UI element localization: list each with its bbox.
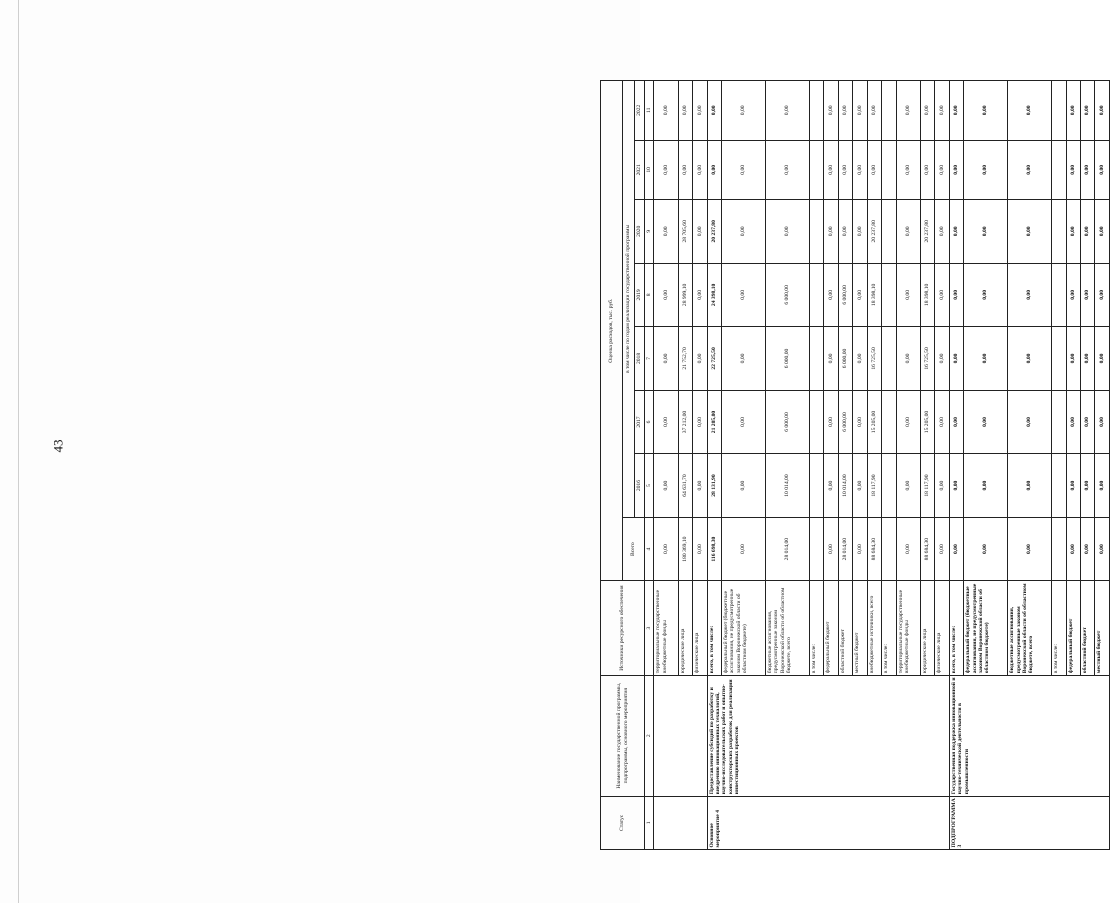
row-value: 0,00	[1066, 454, 1080, 518]
row-source: областной бюджет	[1080, 581, 1094, 675]
row-value: 0,00	[722, 81, 766, 141]
header-total: Всего	[623, 517, 645, 581]
row-value: 0,00	[693, 454, 707, 518]
row-status: ПОДПРОГРАММА 3	[949, 796, 1109, 849]
row-value: 0,00	[867, 140, 881, 199]
row-value: 0,00	[838, 200, 852, 264]
row-value: 0,00	[824, 263, 838, 327]
row-value: 0,00	[1080, 200, 1094, 264]
row-value: 88 684,30	[867, 517, 881, 581]
row-value: 28 014,00	[838, 517, 852, 581]
row-value: 21 205,00	[707, 390, 721, 454]
page-number: 43	[50, 439, 66, 453]
row-value: 0,00	[654, 200, 678, 264]
row-value: 0,00	[765, 81, 809, 141]
row-value: 0,00	[1066, 140, 1080, 199]
row-value: 0,00	[896, 200, 920, 264]
row-value	[882, 263, 896, 327]
row-value: 0,00	[896, 517, 920, 581]
row-value: 0,00	[838, 140, 852, 199]
row-source: местный бюджет	[853, 581, 867, 675]
header-year: 2018	[635, 327, 645, 391]
row-value: 0,00	[824, 140, 838, 199]
row-value: 0,00	[896, 140, 920, 199]
row-value: 0,00	[949, 140, 963, 199]
row-source: федеральный бюджет	[1066, 581, 1080, 675]
row-value: 0,00	[1008, 263, 1052, 327]
row-value: 180 369,10	[678, 517, 692, 581]
row-source: в том числе:	[882, 581, 896, 675]
row-value: 0,00	[693, 517, 707, 581]
row-value	[809, 454, 823, 518]
row-value: 0,00	[896, 454, 920, 518]
row-value: 0,00	[1080, 390, 1094, 454]
row-value: 0,00	[824, 517, 838, 581]
row-value: 0,00	[765, 200, 809, 264]
row-value	[809, 517, 823, 581]
header-column-number: 9	[645, 200, 654, 264]
row-value: 0,00	[964, 454, 1008, 518]
row-value: 0,00	[896, 390, 920, 454]
row-value: 0,00	[722, 200, 766, 264]
row-value: 0,00	[1008, 390, 1052, 454]
header-column-number: 6	[645, 390, 654, 454]
row-value	[882, 454, 896, 518]
row-value	[809, 140, 823, 199]
row-value: 16 725,50	[867, 327, 881, 391]
row-value: 0,00	[1095, 81, 1110, 141]
row-value: 0,00	[964, 81, 1008, 141]
row-value: 0,00	[964, 200, 1008, 264]
row-value: 0,00	[964, 517, 1008, 581]
row-value	[1052, 517, 1066, 581]
row-value: 0,00	[1008, 327, 1052, 391]
row-value: 0,00	[1066, 517, 1080, 581]
row-value: 0,00	[853, 263, 867, 327]
header-column-number: 10	[645, 140, 654, 199]
row-value: 0,00	[935, 263, 949, 327]
row-value: 0,00	[722, 140, 766, 199]
row-value: 0,00	[935, 454, 949, 518]
row-value	[1052, 140, 1066, 199]
row-value: 0,00	[722, 517, 766, 581]
row-value: 28 705,60	[678, 200, 692, 264]
row-value: 0,00	[678, 81, 692, 141]
header-column-number: 8	[645, 263, 654, 327]
row-value: 0,00	[693, 327, 707, 391]
row-value	[882, 517, 896, 581]
row-value: 0,00	[920, 140, 934, 199]
row-value: 0,00	[824, 390, 838, 454]
row-value: 0,00	[935, 200, 949, 264]
row-value	[809, 81, 823, 141]
row-value: 0,00	[1095, 140, 1110, 199]
header-column-number: 7	[645, 327, 654, 391]
row-value: 0,00	[722, 390, 766, 454]
row-source: областной бюджет	[838, 581, 852, 675]
row-value: 0,00	[1008, 81, 1052, 141]
row-value: 0,00	[824, 327, 838, 391]
row-value: 0,00	[1080, 81, 1094, 141]
row-value: 0,00	[722, 454, 766, 518]
row-value: 6 000,00	[838, 327, 852, 391]
row-source: местный бюджет	[1095, 581, 1110, 675]
row-value: 0,00	[1008, 200, 1052, 264]
row-value: 0,00	[964, 263, 1008, 327]
row-value: 0,00	[654, 81, 678, 141]
row-value	[882, 327, 896, 391]
header-column-number: 4	[645, 517, 654, 581]
row-status: Основное мероприятие 4	[707, 796, 949, 849]
row-value: 24 398,10	[707, 263, 721, 327]
row-value: 0,00	[1095, 263, 1110, 327]
header-year: 2022	[635, 81, 645, 141]
row-source: территориальные государственные внебюджетные фонды	[654, 581, 678, 675]
row-value: 0,00	[693, 390, 707, 454]
row-source: бюджетные ассигнования, предусмотренные законом Воронежской области об областном бюджете, всего	[1008, 581, 1052, 675]
row-value: 0,00	[765, 140, 809, 199]
row-value	[1052, 390, 1066, 454]
table-row	[707, 81, 721, 850]
row-source: физические лица	[693, 581, 707, 675]
row-value: 6 000,00	[765, 390, 809, 454]
row-value: 0,00	[867, 81, 881, 141]
row-value: 18 398,10	[867, 263, 881, 327]
row-value: 0,00	[654, 517, 678, 581]
row-value: 6 000,00	[838, 263, 852, 327]
row-value: 0,00	[1095, 517, 1110, 581]
row-value: 0,00	[1008, 454, 1052, 518]
row-value: 0,00	[693, 81, 707, 141]
row-value: 116 698,30	[707, 517, 721, 581]
header-column-number: 2	[645, 675, 654, 796]
row-value: 0,00	[1095, 390, 1110, 454]
header-year: 2017	[635, 390, 645, 454]
row-source: всего, в том числе:	[707, 581, 721, 675]
row-value: 0,00	[1008, 140, 1052, 199]
row-value: 0,00	[949, 390, 963, 454]
row-value: 0,00	[654, 390, 678, 454]
row-value: 21 752,70	[678, 327, 692, 391]
row-source: юридические лица	[678, 581, 692, 675]
row-value: 16 725,50	[920, 327, 934, 391]
row-value: 0,00	[1080, 140, 1094, 199]
row-value: 0,00	[949, 200, 963, 264]
row-value: 37 212,00	[678, 390, 692, 454]
row-value: 0,00	[838, 81, 852, 141]
row-value: 0,00	[707, 81, 721, 141]
row-value: 0,00	[964, 390, 1008, 454]
row-source: физические лица	[935, 581, 949, 675]
row-value: 0,00	[853, 327, 867, 391]
row-source: внебюджетные источники, всего	[867, 581, 881, 675]
header-year: 2016	[635, 454, 645, 518]
row-value: 0,00	[693, 140, 707, 199]
row-source: всего, в том числе:	[949, 581, 963, 675]
row-value: 0,00	[949, 517, 963, 581]
row-value: 15 205,00	[920, 390, 934, 454]
header-source: Источники ресурсного обеспечения	[601, 581, 645, 675]
row-value: 0,00	[1066, 263, 1080, 327]
row-source: федеральный бюджет (бюджетные ассигнования, не предусмотренные законом Воронежской области об областном бюджете)	[964, 581, 1008, 675]
row-value: 0,00	[1080, 327, 1094, 391]
row-source: территориальные государственные внебюджетные фонды	[896, 581, 920, 675]
row-value	[882, 140, 896, 199]
row-value: 0,00	[949, 81, 963, 141]
row-value: 0,00	[935, 327, 949, 391]
row-value: 0,00	[654, 454, 678, 518]
header-estimate: Оценка расходов, тыс. руб.	[601, 81, 623, 581]
row-value: 18 117,90	[920, 454, 934, 518]
row-value: 0,00	[1066, 81, 1080, 141]
row-value: 20 237,80	[867, 200, 881, 264]
row-value: 0,00	[722, 327, 766, 391]
row-value: 10 014,00	[765, 454, 809, 518]
table-row	[949, 81, 963, 850]
row-value: 0,00	[1080, 454, 1094, 518]
header-column-number: 1	[645, 796, 654, 849]
row-value: 0,00	[1095, 327, 1110, 391]
row-value: 0,00	[693, 200, 707, 264]
row-value: 0,00	[853, 81, 867, 141]
row-value: 28 999,10	[678, 263, 692, 327]
header-column-number: 5	[645, 454, 654, 518]
row-value: 0,00	[654, 327, 678, 391]
row-value	[882, 81, 896, 141]
row-value: 10 014,00	[838, 454, 852, 518]
row-value	[809, 327, 823, 391]
row-value: 0,00	[1095, 200, 1110, 264]
row-value: 6 000,00	[765, 327, 809, 391]
budget-table	[600, 80, 1110, 850]
row-value	[809, 200, 823, 264]
row-source: в том числе:	[1052, 581, 1066, 675]
header-column-number: 3	[645, 581, 654, 675]
row-source: федеральный бюджет	[824, 581, 838, 675]
scan-edge	[18, 0, 19, 903]
row-value: 0,00	[853, 454, 867, 518]
row-value: 0,00	[678, 140, 692, 199]
header-status: Статус	[601, 796, 645, 849]
table-row	[654, 81, 678, 850]
row-value: 0,00	[964, 327, 1008, 391]
row-value: 28 014,00	[765, 517, 809, 581]
row-value: 0,00	[722, 263, 766, 327]
row-value: 6 000,00	[838, 390, 852, 454]
row-value: 0,00	[1080, 517, 1094, 581]
row-value: 0,00	[964, 140, 1008, 199]
row-value: 0,00	[853, 517, 867, 581]
row-source: бюджетные ассигнования, предусмотренные законом Воронежской области об областном бюджете, всего	[765, 581, 809, 675]
row-value: 15 205,00	[867, 390, 881, 454]
row-value	[1052, 327, 1066, 391]
row-value	[882, 390, 896, 454]
rotated-table-container	[600, 80, 1110, 850]
row-value: 0,00	[935, 390, 949, 454]
row-value: 20 237,80	[920, 200, 934, 264]
row-value: 0,00	[853, 390, 867, 454]
row-value: 0,00	[1008, 517, 1052, 581]
row-value: 0,00	[853, 140, 867, 199]
row-value: 0,00	[935, 517, 949, 581]
row-value: 0,00	[824, 454, 838, 518]
row-value: 0,00	[896, 263, 920, 327]
row-value	[1052, 263, 1066, 327]
row-value: 22 725,50	[707, 327, 721, 391]
row-name: Предоставление субсидий по разработку и внедрению инновационных техналогий, научно-исследовательских работ и опытно-конструкторских разработок для реализации инвестиционных проектов	[707, 675, 949, 796]
row-value: 0,00	[1066, 390, 1080, 454]
header-year: 2019	[635, 263, 645, 327]
row-source: в том числе:	[809, 581, 823, 675]
row-value	[1052, 81, 1066, 141]
header-column-number: 11	[645, 81, 654, 141]
row-value	[809, 263, 823, 327]
row-value: 64 631,70	[678, 454, 692, 518]
header-year: 2021	[635, 140, 645, 199]
row-value	[1052, 200, 1066, 264]
header-year: 2020	[635, 200, 645, 264]
row-value: 0,00	[654, 263, 678, 327]
row-value: 0,00	[1095, 454, 1110, 518]
row-value: 18 398,10	[920, 263, 934, 327]
row-value: 0,00	[1080, 263, 1094, 327]
row-value: 20 237,80	[707, 200, 721, 264]
row-value: 0,00	[654, 140, 678, 199]
row-value: 0,00	[935, 81, 949, 141]
row-value: 0,00	[896, 81, 920, 141]
row-value	[882, 200, 896, 264]
row-status	[654, 796, 707, 849]
header-by-year: в том числе по годам реализации государственной программы	[623, 81, 635, 518]
row-source: федеральный бюджет (бюджетные ассигнования, не предусмотренные законом Воронежской области об областном бюджете)	[722, 581, 766, 675]
row-value: 0,00	[949, 327, 963, 391]
row-value: 0,00	[707, 140, 721, 199]
row-value: 0,00	[1066, 327, 1080, 391]
row-name: Государственная поддержка инновационной и научно-технической деятельности в промышленности	[949, 675, 1109, 796]
row-value: 0,00	[896, 327, 920, 391]
row-value	[809, 390, 823, 454]
row-value: 28 131,90	[707, 454, 721, 518]
row-value: 0,00	[949, 263, 963, 327]
row-value: 0,00	[949, 454, 963, 518]
row-value: 0,00	[920, 81, 934, 141]
row-name	[654, 675, 707, 796]
row-value: 0,00	[693, 263, 707, 327]
row-value: 18 117,90	[867, 454, 881, 518]
row-value	[1052, 454, 1066, 518]
row-value: 88 684,30	[920, 517, 934, 581]
row-value: 0,00	[935, 140, 949, 199]
row-source: юридические лица	[920, 581, 934, 675]
row-value: 0,00	[824, 81, 838, 141]
row-value: 0,00	[824, 200, 838, 264]
row-value: 0,00	[1066, 200, 1080, 264]
header-name: Наименование государственной программы, подпрограммы, основного мероприятия	[601, 675, 645, 796]
row-value: 6 000,00	[765, 263, 809, 327]
row-value: 0,00	[853, 200, 867, 264]
